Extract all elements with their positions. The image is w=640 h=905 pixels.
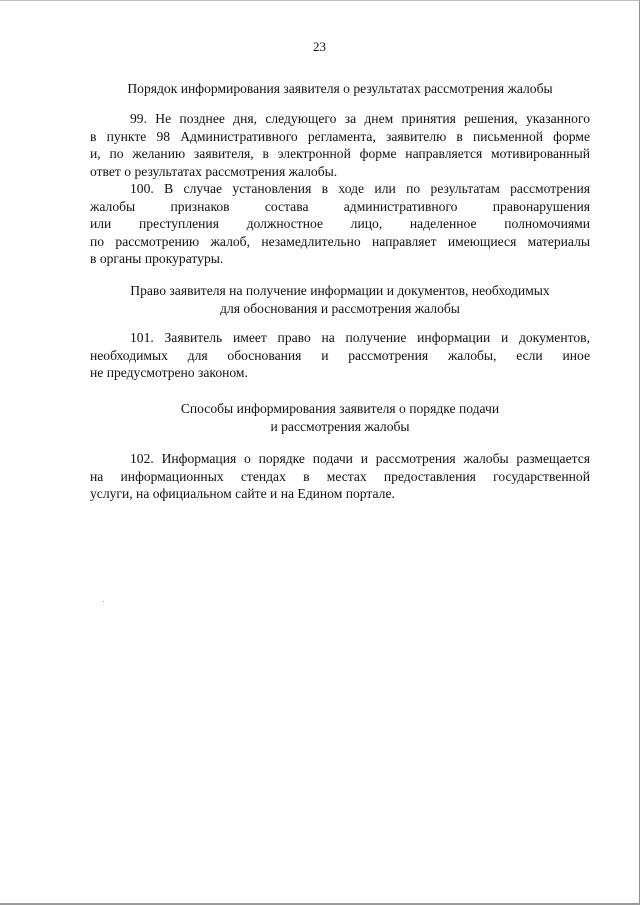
- paragraph-line: ответ о результатах рассмотрения жалобы.: [90, 163, 338, 179]
- paragraph-line: необходимых для обоснования и рассмотрения жалобы, если иное: [90, 347, 590, 363]
- paragraph-101: [90, 329, 590, 382]
- paragraph-line: 101. Заявитель имеет право на получение информации и документов,: [130, 330, 590, 345]
- heading-line: Способы информирования заявителя о порядке подачи: [180, 401, 500, 416]
- scan-speck: [103, 601, 104, 602]
- paragraph-line: услуги, на официальном сайте и на Едином портале.: [90, 486, 395, 501]
- section-heading-complaint-result: Порядок информирования заявителя о результатах рассмотрения жалобы: [127, 81, 553, 96]
- paragraph-line: в пункте 98 Административного регламента, заявителю в письменной форме: [90, 128, 590, 144]
- paragraph-line: 99. Не позднее дня, следующего за днем принятия решения, указанного: [130, 111, 590, 126]
- heading-line: и рассмотрения жалобы: [270, 418, 410, 434]
- heading-line: для обоснования и рассмотрения жалобы: [220, 300, 460, 316]
- paragraph-line: или преступления должностное лицо, наделенное полномочиями: [90, 216, 590, 231]
- paragraph-line: не предусмотрено законом.: [90, 365, 248, 380]
- paragraph-line: и, по желанию заявителя, в электронной форме направляется мотивированный: [90, 146, 590, 161]
- paragraph-100: [90, 180, 590, 268]
- paragraph-line: 102. Информация о порядке подачи и рассмотрения жалобы размещается: [130, 451, 590, 466]
- section-heading-right-to-information: [90, 282, 590, 317]
- paragraph-line: на информационных стендах в местах предоставления государственной: [90, 468, 590, 484]
- section-heading-ways-of-informing: [90, 400, 590, 435]
- paragraph-line: жалобы признаков состава административного правонарушения: [90, 198, 590, 214]
- paragraph-102: [90, 450, 590, 503]
- paragraph-99: [90, 110, 590, 180]
- paragraph-line: 100. В случае установления в ходе или по результатам рассмотрения: [130, 181, 590, 196]
- heading-line: Право заявителя на получение информации и документов, необходимых: [130, 283, 550, 298]
- paragraph-line: в органы прокуратуры.: [90, 251, 224, 266]
- paragraph-line: по рассмотрению жалоб, незамедлительно направляет имеющиеся материалы: [90, 233, 590, 249]
- page-number: 23: [313, 39, 326, 54]
